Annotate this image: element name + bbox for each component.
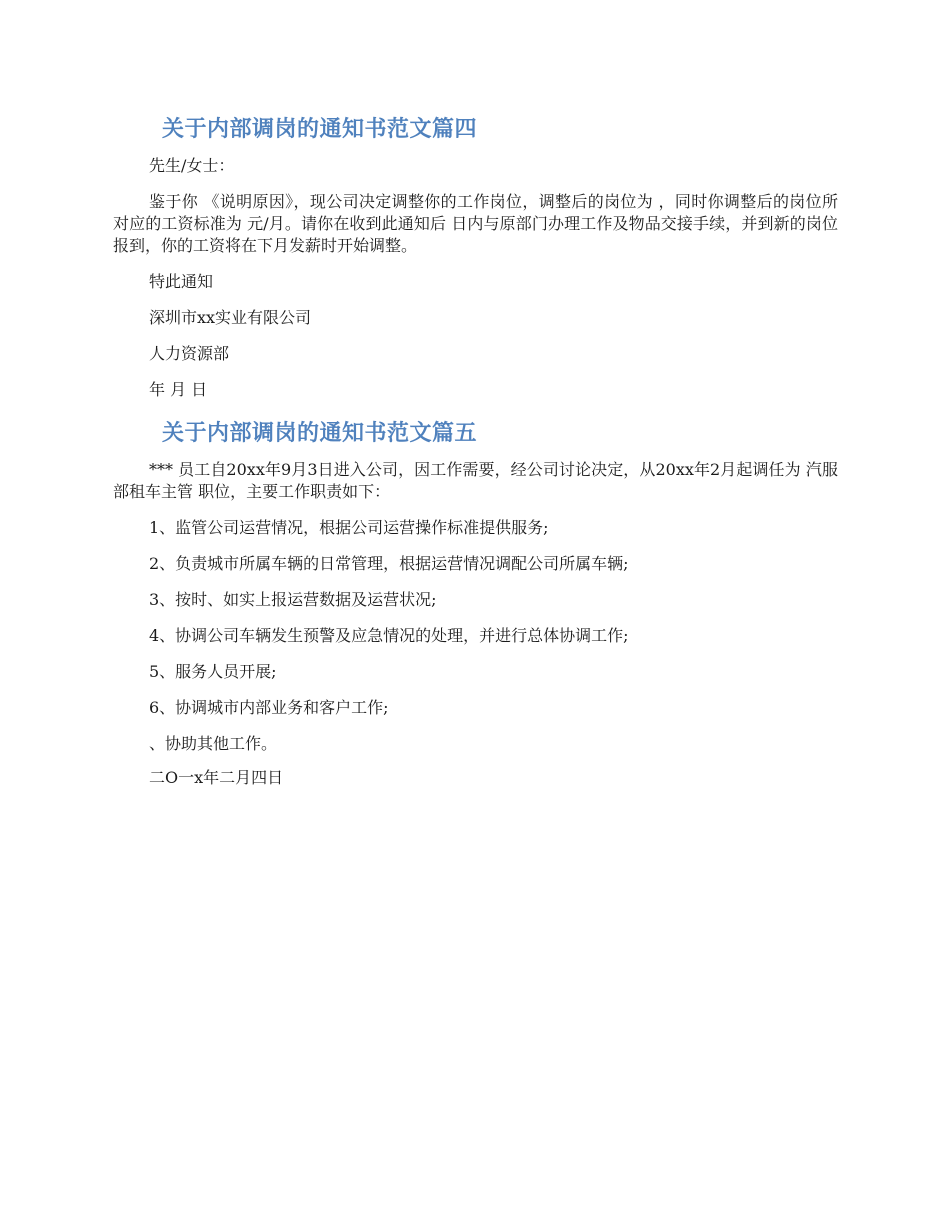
duty-item: 3、按时、如实上报运营数据及运营状况;: [149, 590, 437, 609]
duty-item: 4、协调公司车辆发生预警及应急情况的处理，并进行总体协调工作;: [149, 626, 629, 645]
section5-heading: 关于内部调岗的通知书范文篇五: [162, 421, 478, 446]
company-name: 深圳市xx实业有限公司: [149, 308, 312, 327]
closing-text: 特此通知: [149, 272, 214, 291]
section4-date: 年 月 日: [149, 380, 208, 399]
duty-item: 5、服务人员开展;: [149, 662, 277, 681]
duty-item: 6、协调城市内部业务和客户工作;: [149, 698, 389, 717]
section5-date: 二O一x年二月四日: [149, 768, 284, 787]
duty-item: 2、负责城市所属车辆的日常管理，根据运营情况调配公司所属车辆;: [149, 554, 629, 573]
section5-body-paragraph: *** 员工自20xx年9月3日进入公司，因工作需要，经公司讨论决定，从20xx年2月起调任为 汽服部租车主管 职位，主要工作职责如下：: [113, 460, 838, 501]
department-name: 人力资源部: [149, 344, 230, 363]
duty-item: 1、监管公司运营情况，根据公司运营操作标准提供服务;: [149, 518, 549, 537]
duty-item: 、协助其他工作。: [149, 734, 278, 753]
salutation: 先生/女士：: [149, 156, 235, 175]
section4-body-paragraph: 鉴于你 《说明原因》，现公司决定调整你的工作岗位，调整后的岗位为 ，同时你调整后的岗位所对应的工资标准为 元/月。请你在收到此通知后 日内与原部门办理工作及物品交接手续，并到新的岗位报到，你的工资将在下月发薪时开始调整。: [113, 192, 838, 255]
section4-heading: 关于内部调岗的通知书范文篇四: [162, 117, 478, 142]
